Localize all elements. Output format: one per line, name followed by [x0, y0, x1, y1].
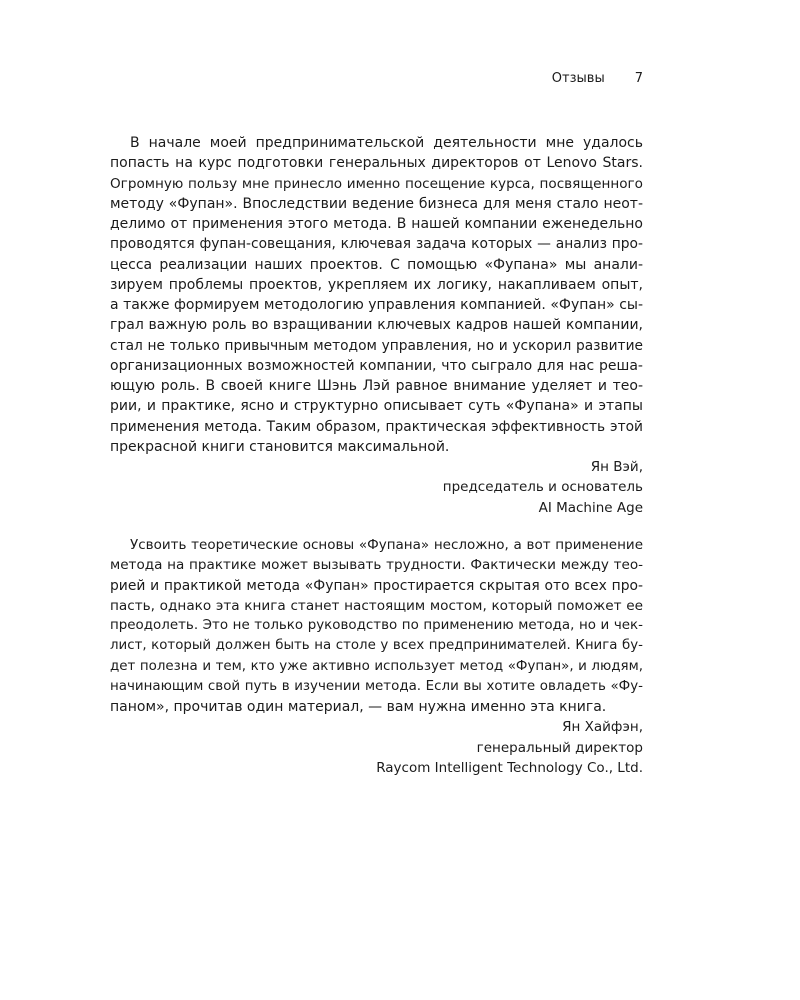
testimonial-1-text: [110, 133, 643, 457]
testimonial-2-signature: [110, 717, 643, 778]
text-line: методу «Фупан». Впоследствии ведение бизнеса для меня стало неот-: [110, 195, 643, 212]
text-line: проводятся фупан-совещания, ключевая задача которых — анализ про-: [110, 236, 643, 253]
text-line: пасть, однако эта книга станет настоящим мостом, который поможет ее: [110, 597, 643, 614]
text-line: а также формируем методологию управления компанией. «Фупан» сы-: [110, 297, 643, 313]
page-number: 7: [634, 71, 643, 86]
testimonial-1: [110, 133, 643, 518]
signature-name: Ян Вэй,: [590, 459, 643, 475]
text-line: паном», прочитав один материал, — вам нужна именно эта книга.: [110, 699, 607, 715]
text-line: цесса реализации наших проектов. С помощью «Фупана» мы анали-: [110, 256, 643, 273]
signature-company: AI Machine Age: [538, 499, 643, 516]
signature-company: Raycom Intelligent Technology Co., Ltd.: [376, 759, 643, 776]
text-line: преодолеть. Это не только руководство по применению метода, но и чек-: [110, 618, 643, 633]
running-header: [552, 71, 643, 87]
text-line: применения метода. Таким образом, практическая эффективность этой: [110, 418, 643, 435]
text-line: Усвоить теоретические основы «Фупана» несложно, а вот применение: [130, 537, 643, 553]
text-line: попасть на курс подготовки генеральных директоров от Lenovo Stars.: [110, 155, 643, 172]
text-line: лист, который должен быть на столе у всех предпринимателей. Книга бу-: [110, 638, 643, 654]
text-line: рии, и практике, ясно и структурно описывает суть «Фупана» и этапы: [110, 398, 643, 415]
testimonial-1-signature: [110, 457, 643, 518]
text-line: грал важную роль во взращивании ключевых кадров нашей компании,: [110, 317, 643, 334]
section-title: Отзывы: [551, 71, 605, 86]
text-line: ющую роль. В своей книге Шэнь Лэй равное внимание уделяет и тео-: [110, 378, 643, 394]
text-line: делимо от применения этого метода. В нашей компании еженедельно: [110, 216, 643, 232]
text-line: начинающим свой путь в изучении метода. Если вы хотите овладеть «Фу-: [110, 678, 643, 694]
text-line: дет полезна и тем, кто уже активно использует метод «Фупан», и людям,: [110, 658, 643, 674]
text-line: прекрасной книги становится максимальной.: [110, 438, 450, 455]
signature-name: Ян Хайфэн,: [562, 719, 643, 736]
text-line: Огромную пользу мне принесло именно посещение курса, посвященного: [110, 175, 643, 192]
text-line: организационных возможностей компании, что сыграло для нас реша-: [110, 357, 643, 374]
text-line: рией и практикой метода «Фупан» простирается скрытая ото всех про-: [110, 577, 643, 594]
text-line: стал не только привычным методом управления, но и ускорил развитие: [110, 337, 643, 354]
text-line: метода на практике может вызывать трудности. Фактически между тео-: [110, 557, 643, 574]
signature-position: генеральный директор: [476, 739, 643, 756]
signature-position: председатель и основатель: [442, 479, 643, 496]
text-line: зируем проблемы проектов, укрепляем их логику, накапливаем опыт,: [110, 276, 643, 293]
text-line: В начале моей предпринимательской деятельности мне удалось: [130, 135, 643, 151]
testimonial-2: [110, 535, 643, 778]
testimonial-2-text: [110, 535, 643, 717]
